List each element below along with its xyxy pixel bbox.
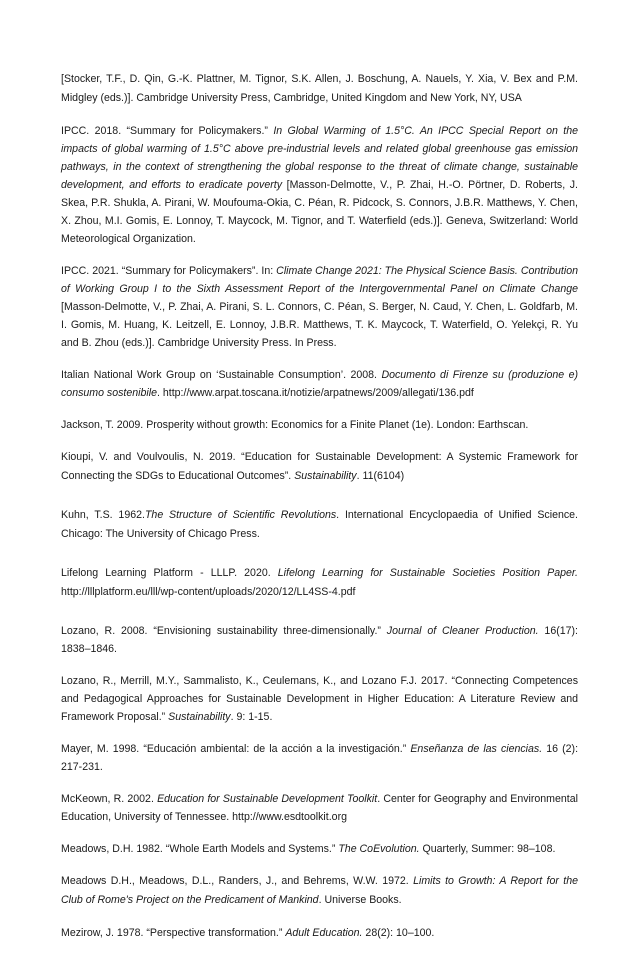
ref-text: Jackson, T. 2009. Prosperity without growth: Economics for a Finite Planet (1e). London: Earthscan. xyxy=(61,419,529,431)
ref-text: [Masson-Delmotte, V., P. Zhai, A. Pirani, S. L. Connors, C. Péan, S. Berger, N. Caud, Y. Chen, L. Goldfarb, M. I. Gomis, M. Huang, K. Leitzell, E. Lonnoy, J.B.R. Matthews, T. K. Maycock, T. Waterfield, O. Yelekçi, R. Yu and B. Zhou (eds.)]. Cambridge University Press. In Press. xyxy=(61,301,578,349)
ref-text: Quarterly, Summer: 98–108. xyxy=(419,843,556,855)
ref-text: 28(2): 10–100. xyxy=(362,927,435,939)
ref-title: Lifelong Learning for Sustainable Societies Position Paper. xyxy=(277,567,578,579)
reference-mayer xyxy=(61,740,578,776)
ref-text: 16 (2): 217-231. xyxy=(61,743,579,773)
ref-text: [Masson-Delmotte, V., P. Zhai, H.-O. Pörtner, D. Roberts, J. Skea, P.R. Shukla, A. Pirani, W. Moufouma-Okia, C. Péan, R. Pidcock, S. Connors, J.B.R. Matthews, Y. Chen, X. Zhou, M.I. Gomis, E. Lonnoy, T. Maycock, M. Tignor, and T. Waterfield (eds.)]. Geneva, Switzerland: World Meteorological Organization. xyxy=(61,179,578,245)
reference-list xyxy=(61,70,578,956)
ref-text: . Center for Geography and Environmental Education, University of Tennessee. http://www.esdtoolkit.org xyxy=(61,793,578,823)
reference-mckeown xyxy=(61,790,578,826)
ref-title: The CoEvolution. xyxy=(338,843,420,855)
ref-text: . International Encyclopaedia of Unified Science. Chicago: The University of Chicago Press. xyxy=(61,509,578,540)
ref-text: Lozano, R., Merrill, M.Y., Sammalisto, K., Ceulemans, K., and Lozano F.J. 2017. “Connecting Competences and Pedagogical Approaches for Sustainable Development in Higher Education: A Literature Review and Framework Proposal.” xyxy=(61,675,578,723)
ref-title: Adult Education. xyxy=(285,927,363,939)
ref-link: . http://www.arpat.toscana.it/notizie/arpatnews/2009/allegati/136.pdf xyxy=(157,387,474,399)
ref-title: Enseñanza de las ciencias. xyxy=(410,743,543,755)
ref-text: Kioupi, V. and Voulvoulis, N. 2019. “Education for Sustainable Development: A Systemic Framework for Connecting the SDGs to Educational Outcomes”. xyxy=(61,451,578,482)
ref-text: Mayer, M. 1998. “Educación ambiental: de la acción a la investigación.” xyxy=(61,743,411,755)
ref-title: Sustainability xyxy=(168,711,231,723)
ref-title: Documento di Firenze su (produzione e) consumo sostenibile xyxy=(61,369,578,399)
ref-title: Education for Sustainable Development Toolkit xyxy=(157,793,378,805)
reference-ipcc-2021 xyxy=(61,262,578,352)
ref-text: . 11(6104) xyxy=(356,470,405,482)
ref-title: Journal of Cleaner Production. xyxy=(386,625,539,637)
ref-text: Mezirow, J. 1978. “Perspective transformation.” xyxy=(61,927,286,939)
reference-stocker xyxy=(61,70,578,108)
ref-text: [Stocker, T.F., D. Qin, G.-K. Plattner, M. Tignor, S.K. Allen, J. Boschung, A. Nauels, Y. Xia, V. Bex and P.M. Midgley (eds.)]. Cambridge University Press, Cambridge, United Kingdom and New York, NY, USA xyxy=(61,73,578,104)
reference-meadows-1982 xyxy=(61,840,578,858)
reference-kioupi xyxy=(61,448,578,486)
ref-title: The Structure of Scientific Revolutions xyxy=(144,509,337,521)
ref-link: http://lllplatform.eu/lll/wp-content/uploads/2020/12/LL4SS-4.pdf xyxy=(61,586,356,598)
ref-title: Limits to Growth: A Report for the Club of Rome's Project on the Predicament of Mankind xyxy=(61,875,578,906)
reference-lozano-2017 xyxy=(61,672,578,726)
ref-title: Sustainability xyxy=(294,470,357,482)
ref-title: In Global Warming of 1.5°C. An IPCC Special Report on the impacts of global warming of 1.5°C above pre-industrial levels and related global greenhouse gas emission pathways, in the context of strengthening the global response to the threat of climate change, sustainable development, and efforts to eradicate poverty xyxy=(61,125,579,191)
ref-text: . 9: 1-15. xyxy=(230,711,273,723)
reference-kuhn xyxy=(61,506,578,544)
ref-text: Meadows D.H., Meadows, D.L., Randers, J., and Behrems, W.W. 1972. xyxy=(61,875,414,887)
ref-text: IPCC. 2021. “Summary for Policymakers”. In: xyxy=(61,265,277,277)
reference-ipcc-2018 xyxy=(61,122,578,248)
ref-text: Lozano, R. 2008. “Envisioning sustainability three-dimensionally.” xyxy=(61,625,387,637)
reference-lozano-2008 xyxy=(61,622,578,658)
ref-text: Kuhn, T.S. 1962. xyxy=(61,509,145,521)
ref-text: IPCC. 2018. “Summary for Policymakers.” xyxy=(61,125,274,137)
reference-italian-group xyxy=(61,366,578,402)
ref-text: McKeown, R. 2002. xyxy=(61,793,158,805)
ref-text: Lifelong Learning Platform - LLLP. 2020. xyxy=(61,567,278,579)
ref-text: Meadows, D.H. 1982. “Whole Earth Models and Systems.” xyxy=(61,843,339,855)
ref-text: Italian National Work Group on ‘Sustainable Consumption’. 2008. xyxy=(61,369,382,381)
reference-jackson xyxy=(61,416,578,434)
reference-mezirow xyxy=(61,924,578,942)
reference-meadows-1972 xyxy=(61,872,578,910)
reference-lllp xyxy=(61,564,578,602)
ref-text: . Universe Books. xyxy=(318,894,402,906)
ref-title: Climate Change 2021: The Physical Science Basis. Contribution of Working Group I to the Sixth Assessment Report of the Intergovernmental Panel on Climate Change xyxy=(61,265,578,295)
ref-text: 16(17): 1838–1846. xyxy=(61,625,578,655)
